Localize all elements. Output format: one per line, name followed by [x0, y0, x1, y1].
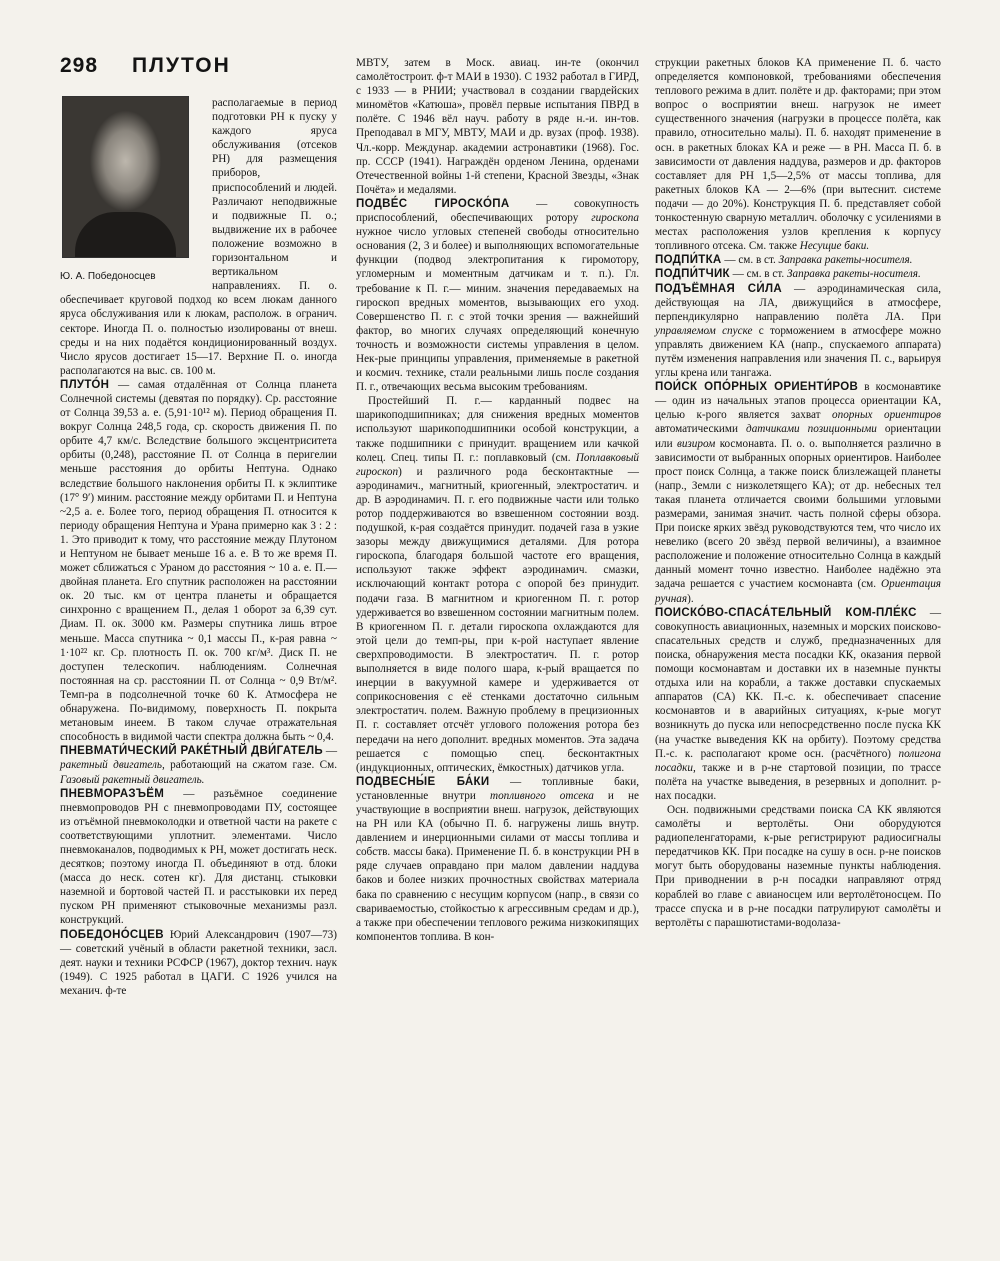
- column-1: [60, 96, 337, 998]
- cross-reference: Несущие баки.: [799, 240, 870, 253]
- running-title: ПЛУТОН: [132, 54, 231, 77]
- entry-text: Простейший П. г.— карданный подвес на шарикоподшипниках; для снижения вредных моментов используют шарикоподшипники особой конструкции, а также подшипники с принудит. вращением или качкой колец. Спец. типы П. г.: поплавковый (см.: [356, 395, 639, 464]
- entry-text: космонавта. П. о. о. выполняется различно в зависимости от выбранных опорных ориентиров. Наиболее прост поиск Солнца, а также поиск близлежащей планеты (напр., Земли с низколетящего КА); от др. небесных тел такая планета отличается своими большими угловыми размерами, занимая значит. часть полной сферы обзора. При поиске ярких звёзд руководствуются тем, что число их невелико (всего 20 звёзд первой величины), а взаимное расположение и положение относительно Солнца в каждый данный момент точно известно. Наиболее надёжно эта задача решается с участием космонавта (см.: [655, 437, 941, 591]
- entry-text: — разъёмное соединение пневмопроводов РН с пневмопроводами ПУ, состоящее из отъёмной пневмоколодки и ответной части на ракете с соответствующими уплотнит. элементами. Число пневмоканалов, подводимых к РН, может достигать неск. десятков; поэтому иногда П. объединяют в отд. блоки (масса до неск. сотен кг). Для дистанц. стыковки наземной и бортовой частей П. и расстыковки их перед пуском РН применяют стыковочные механизмы разл. конструкций.: [60, 787, 337, 927]
- page-header: [60, 54, 231, 78]
- entry-continuation-text: [655, 56, 941, 253]
- entry-text: Юрий Александрович (1907—73) — советский учёный в области ракетной техники, засл. деят. науки и техники РСФСР (1967), доктор технич. наук (1949). С 1925 работал в ЦАГИ. С 1926 учился на механич. ф-те: [60, 928, 337, 997]
- entry-text: — топливные баки, установленные внутри: [356, 775, 639, 802]
- cross-reference: топливного отсека: [489, 789, 594, 802]
- entry-continuation-text: МВТУ, затем в Моск. авиац. ин-те (окончил самолётострoит. ф-т МАИ в 1930). С 1932 работал в ГИРД, с 1933 — в РНИИ; участвовал в создании гвардейских миномётов «Катюша», провёл первые испытания ПВРД в полёте. С 1946 вёл науч. работу в ряде н.-и. ин-тов. Преподавал в МГУ, МВТУ, МАИ и др. вузах (проф. 1938). Чл.-корр. Междунар. академии астронавтики (1968). Гос. пр. СССР (1941). Награждён орденом Ленина, орденами Отечественной войны 1-й степени, Красной Звезды, «Знак Почёта» и медалями.: [356, 57, 639, 196]
- entry-text: — см. в ст.: [721, 254, 779, 267]
- cross-reference: опорных ориентиров: [832, 409, 941, 422]
- cross-reference: Заправка ракеты-носителя.: [786, 268, 921, 281]
- entry-search-rescue-complex: [655, 606, 941, 803]
- paragraph: [356, 394, 639, 775]
- entry-podpitka: [655, 253, 941, 267]
- portrait-caption: Ю. А. Победоносцев: [60, 271, 156, 282]
- entry-pluton: [60, 378, 337, 744]
- headword: ПНЕВМОРАЗЪЁМ: [60, 787, 165, 800]
- entry-text: и не участвующие в восприятии внеш. нагрузок, действующих на РН или КА (обычно П. б. нагружены лишь внутр. давлением и инерционными силами от массы топлива и собств. массы бака). Применение П. б. в конструкции РН в ряде случаев оправдано при малом давлении наддува баков и более низких прочностных свойствах материала бака по сравнению с несущим корпусом (напр., в связи со свариваемостью, стойкостью к агрессивным средам и др.), а также при обеспечении теплового режима низкокипящих компонентов топлива. В кон-: [356, 789, 639, 943]
- cross-reference: гироскопа: [591, 212, 639, 225]
- headword: ПОИ́СК ОПО́РНЫХ ОРИЕНТИ́РОВ: [655, 381, 859, 394]
- entry-text: — аэродинамическая сила, действующая на ЛА, движущийся в атмосфере, перпендикулярно направлению полёта ЛА. При: [655, 282, 941, 323]
- headword: ПОДЪЁМНАЯ СИ́ЛА: [655, 282, 782, 295]
- entry-text: автоматическими: [655, 423, 747, 436]
- headword: ПЛУТО́Н: [60, 378, 110, 391]
- entry-text: с торможением в атмосфере можно управлять движением КА (напр., спускаемого аппарата) путём изменения направления или значения П. с., варьируя углы крена или тангажа.: [655, 324, 941, 380]
- entry-text: — совокупность приспособлений, обеспечивающих ротору: [356, 197, 639, 225]
- headword: ПОДВЕСНЫ́Е БА́КИ: [356, 775, 490, 788]
- portrait-photo: [62, 96, 189, 258]
- cross-reference: Газовый ракетный двигатель.: [60, 773, 205, 786]
- cross-reference: Поплавковый гироскоп: [356, 451, 639, 478]
- entry-pobedonostsev: [60, 928, 337, 998]
- entry-text: — совокупность авиационных, наземных и морских поисково-спасательных средств и служб, предназначенных для поиска, обнаружения места посадки КК, оказания первой помощи космонавтам и доставки их в наземные пункты отдыха или на корабли, а также доставки спускаемых аппаратов (СА) КК. П.-с. к. обеспечивает спасение космонавтов и в аварийных ситуациях, к-рые могут возникнуть до пуска или непосредственно после пуска КК (на участке выведения КК на орбиту). Поэтому средства П.-с. к. располагают кроме осн. (расчётного): [655, 606, 941, 760]
- entry-text: — самая отдалённая от Солнца планета Солнечной системы (девятая по порядку). Ср. расстояние от Солнца 39,53 а. е. (5,91·10¹² м). Период обращения П. вокруг Солнца 248,5 года, ср. скорость движения П. по орбите 4,7 км/с. Вследствие большого эксцентриситета орбиты (0,248), расстояние П. от Солнца в перигелии меньше расстояния до орбиты Нептуна. Однако вследствие большого наклонения орбиты П. к эклиптике (17° 9′) миним. расстояние между орбитами П. и Нептуна ~2,5 а. е. Более того, период обращения П. относится к периоду обращения Нептуна и Урана примерно как 3 : 2 : 1. Это приводит к тому, что расстояние между Плутоном и Нептуном не бывает меньше 16 а. е. В то же время П. может сближаться с Ураном до расстояния ~ 10 а. е. П.— двойная планета. Его спутник расположен на расстоянии ок. 20 тыс. км от центра планеты и обращается синхронно с вращением П., делая 1 оборот за 6,39 сут. Диам. П. ок. 3000 км. Размеры спутника лишь втрое меньше. Масса спутника ~ 0,1 массы П., к-рая равна ~ 1·10²² кг. Ср. плотность П. ок. 700 кг/м³. Диск П. не доступен телескопич. наблюдениям. Солнечная постоянная на ср. расстоянии П. от Солнца ~ 0,9 Вт/м². Темп-ра в подсолнечной точке 60 К. Атмосфера не обнаружена. По-видимому, поверхность П. покрыта метановым инеем. В таком случае отражательная способность в видимой части спектра должна быть ~ 0,4.: [60, 378, 337, 744]
- column-3: [655, 56, 941, 930]
- entry-continuation-text: располагаемые в период подготовки РН к пуску у каждого яруса обслуживания (отсеков РН) для размещения приборов, приспособлений и людей. Различают неподвижные и подвижные П. о.; выдвижение их в рабочее положение возможно в горизонтальном и вертикальном направлениях. П. о. обеспечивает круговой подход ко всем люкам данного яруса обслуживания или к люкам, располож. в огранич. секторе. Иногда П. о. полностью изолированы от внеш. среды и на них подаётся кондиционированный воздух. Число ярусов достигает 15—17. Верхние П. о. иногда располагаются на выс. св. 100 м.: [60, 97, 337, 377]
- entry-pnevmorazyom: [60, 787, 337, 928]
- entry-text: ).: [687, 592, 694, 605]
- page-number: 298: [60, 54, 99, 77]
- portrait-figure: [60, 96, 200, 284]
- entry-text: нужное число угловых степеней свободы относительно основания (2, 3 и более) и выполняющих вспомогательные функции (подвод электропитания к гиромотору, угломерным и моментным датчикам и т. п.). Гл. требование к П. г.— миним. значения передаваемых на гироскоп вредных моментов, вызывающих его уход. Совершенство П. г. с этой точки зрения — важнейший фактор, во многих случаях определяющий конечную точность и возможности системы управления в целом. Нек-рые принципы управления, применяемые в ракетной и космич. технике, стали реальными лишь после создания П. г., отвечающих весьма высоким требованиям.: [356, 226, 639, 394]
- entry-reference-search: [655, 380, 941, 606]
- entry-text: — см. в ст.: [729, 268, 787, 281]
- entry-text: работающий на сжатом газе. См.: [164, 759, 337, 772]
- entry-pneumatic-rocket-engine: [60, 744, 337, 786]
- cross-reference: ракетный двигатель,: [60, 759, 165, 772]
- cross-reference: полигона посадки,: [655, 747, 941, 774]
- headword: ПОДВЕ́С ГИРОСКО́ПА: [356, 197, 510, 210]
- column-2: [356, 56, 639, 944]
- headword: ПОИСКО́ВО-СПАСА́ТЕЛЬНЫЙ КОМ-ПЛЕ́КС: [655, 606, 917, 619]
- entry-text: также и в р-не стартовой позиции, по трассе полёта на участке выведения, в резервных и дополнит. р-нах посадки.: [655, 761, 941, 802]
- cross-reference: Ориентация ручная: [655, 578, 941, 605]
- cross-reference: управляемом спуске: [655, 324, 753, 337]
- headword: ПОБЕДОНО́СЦЕВ: [60, 928, 164, 941]
- entry-text: струкции ракетных блоков КА применение П. б. часто определяется компоновкой, требованиями обеспечения теплового режима в длит. полёте и др. факторами; при этом вопрос о восприятии внеш. нагрузок не имеет существенного значения (нагрузки в процессе полёта, как правило, относительно малы). П. б. находят применение в осн. в ракетных блоках КА и реже — в РН. Масса П. б. в зависимости от давления наддува, размеров и др. факторов составляет для РН 1,5—2,5% от массы топлива, для ракетных блоков КА — 2—6% (при вытеснит. системе подачи — до 20%). Конструкция П. б. представляет собой тонкостенную сварную металлич. оболочку с усилениями в местах расположения узлов крепления к корпусу топливного отсека. См. также: [655, 57, 941, 253]
- headword: ПОДПИ́ТЧИК: [655, 268, 730, 281]
- entry-podpitchik: [655, 267, 941, 281]
- entry-lift-force: [655, 282, 941, 381]
- entry-text: ) и различного рода бесконтактные — аэродинамич., магнитный, криогенный, электростатич. и др. В аэродинамич. П. г. его подвижные части или только ротор поддерживаются во взвешенном состоянии возд. подушкой, к-рая создаётся принудит. подачей газа в узкие зазоры между движущимися деталями. Для ротора гироскопа, благодаря большой частоте его вращения, используют также эффект аэродинамич. смазки, исключающий контакт ротора с опорой без принудит. подачи газа. В магнитном и криогенном П. г. ротор удерживается во взвешенном состоянии магнитным полем. В криогенном П. г. детали гироскопа охлаждаются для этой цели до темп-ры, при к-рой наступает явление сверхпроводимости. В электростатич. П. г. ротор выполняется в виде полого шара, к-рый вращается по инерции в вакуумной камере и удерживается от соприкосновения с её стенками достаточно сильным электростатич. полем. Важную проблему в прецизионных П. г. составляет отсчёт углового положения ротора без передачи на него дополнит. вредных моментов. Эта задача решается с помощью спец. бесконтактных (индукционных, оптических, ёмкостных) датчиков угла.: [356, 465, 639, 774]
- entry-gyro-suspension: [356, 197, 639, 394]
- cross-reference: датчиками позиционными: [746, 423, 877, 436]
- dash: —: [322, 745, 337, 758]
- cross-reference: Заправка ракеты-носителя.: [778, 254, 913, 267]
- headword: ПНЕВМАТИ́ЧЕСКИЙ РАКЕ́ТНЫЙ ДВИ́ГАТЕЛЬ: [60, 745, 323, 758]
- cross-reference: визиром: [676, 437, 716, 450]
- entry-text: в космонавтике — один из начальных этапов процесса ориентации КА, целью к-рого является захват: [655, 381, 941, 422]
- headword: ПОДПИ́ТКА: [655, 254, 722, 267]
- entry-suspended-tanks: [356, 775, 639, 944]
- paragraph: Осн. подвижными средствами поиска СА КК являются самолёты и вертолёты. Они оборудуются радиопеленгаторами, к-рые регистрируют радиосигналы передатчиков КК. При посадке на сушу в осн. р-не поисков могут быть оборудованы наземные пункты наблюдения. При приводнении в р-н посадки направляют отряд кораблей во главе с авианосцем или вертолётоносцем. По трассе спуска и в р-не посадки патрулируют самолёты и вертолёты с парашютистами-водолаза-: [655, 803, 941, 929]
- entry-text: ориентации или: [655, 423, 941, 450]
